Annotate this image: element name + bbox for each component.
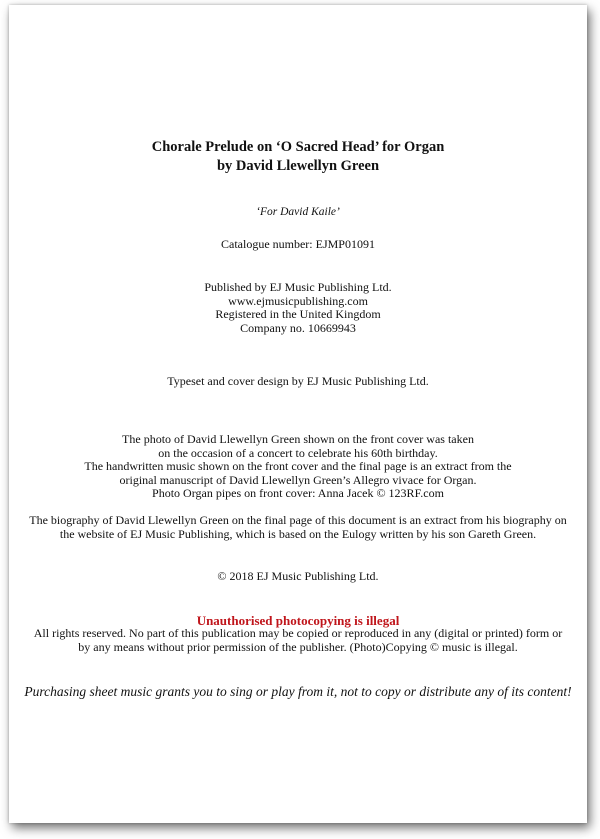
publisher-registration: Registered in the United Kingdom <box>215 307 381 321</box>
photo-credits <box>9 433 587 501</box>
rights-line: by any means without prior permission of the publisher. (Photo)Copying © music is illegal. <box>78 639 518 654</box>
publisher-name: Published by EJ Music Publishing Ltd. <box>204 280 392 294</box>
rights-line: All rights reserved. No part of this publication may be copied or reproduced in any (digital or printed) form or <box>33 626 563 640</box>
photocopy-warning-title: Unauthorised photocopying is illegal <box>196 613 400 628</box>
title-line-2: by David Llewellyn Green <box>216 158 380 174</box>
photo-credit-line: The handwritten music shown on the front cover and the final page is an extract from the <box>84 459 512 473</box>
page-title <box>9 138 587 176</box>
title-line-1: Chorale Prelude on ‘O Sacred Head’ for Organ <box>151 139 445 155</box>
biography-note <box>9 514 587 541</box>
publisher-website: www.ejmusicpublishing.com <box>228 293 368 308</box>
rights-statement <box>9 627 587 654</box>
purchase-motto: Purchasing sheet music grants you to sing or play from it, not to copy or distribute any of its content! <box>24 684 572 699</box>
document-page <box>9 5 587 823</box>
typeset-credit: Typeset and cover design by EJ Music Publishing Ltd. <box>167 374 429 388</box>
copyright-notice: © 2018 EJ Music Publishing Ltd. <box>217 569 379 583</box>
dedication: ‘For David Kaile’ <box>256 206 340 218</box>
publisher-info <box>9 281 587 335</box>
catalogue-number: Catalogue number: EJMP01091 <box>221 237 375 251</box>
photo-credit-line: on the occasion of a concert to celebrate his 60th birthday. <box>158 445 438 460</box>
biography-line: The biography of David Llewellyn Green on the final page of this document is an extract from his biography on <box>29 513 567 527</box>
photo-credit-line: The photo of David Llewellyn Green shown on the front cover was taken <box>122 432 474 446</box>
photo-credit-line: Photo Organ pipes on front cover: Anna Jacek © 123RF.com <box>152 486 444 500</box>
photo-credit-line: original manuscript of David Llewellyn Green’s Allegro vivace for Organ. <box>119 472 477 487</box>
biography-line: the website of EJ Music Publishing, which is based on the Eulogy written by his son Gareth Green. <box>59 526 537 541</box>
publisher-company-number: Company no. 10669943 <box>240 320 356 335</box>
